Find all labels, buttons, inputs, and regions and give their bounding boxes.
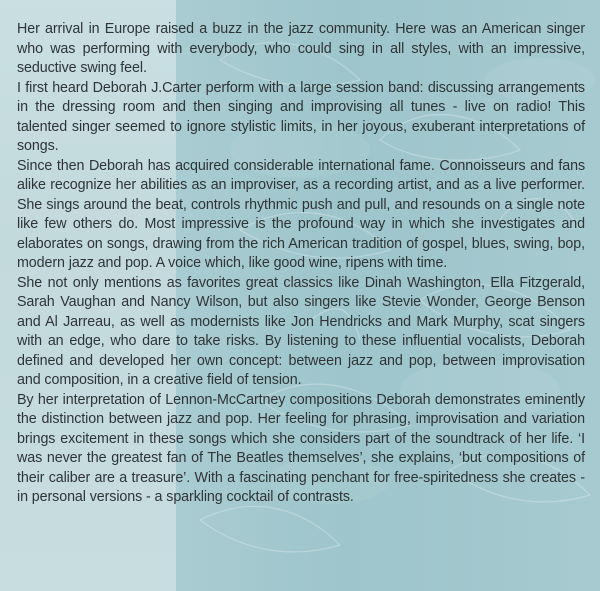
paragraph: By her interpretation of Lennon-McCartney compositions Deborah demonstrates eminently the distinction between jazz and pop. Her feeling for phrasing, improvisation and variation brings excitement in these songs which she considers part of the soundtrack of her life. ‘I was never the greatest fan of The Beatles themselves’, she explains, ‘but compositions of their caliber are a treasure’. With a fascinating penchant for free-spiritedness she creates - in personal versions - a sparkling cocktail of contrasts. bbox=[17, 391, 585, 505]
paragraph: I first heard Deborah J.Carter perform with a large session band: discussing arrangements in the dressing room and then singing and improvising all tunes - live on radio! This talented singer seemed to ignore stylistic limits, in her joyous, exuberant interpretations of songs. bbox=[17, 79, 585, 154]
paragraph: Her arrival in Europe raised a buzz in the jazz community. Here was an American singer who was performing with everybody, who could sing in all styles, with an impressive, seductive swing feel. bbox=[17, 21, 585, 76]
liner-notes-text bbox=[17, 20, 585, 508]
paragraph: She not only mentions as favorites great classics like Dinah Washington, Ella Fitzgerald, Sarah Vaughan and Nancy Wilson, but also singers like Stevie Wonder, George Benson and Al Jarreau, as well as modernists like Jon Hendricks and Mark Murphy, scat singers with an edge, who dare to take risks. By listening to these influential vocalists, Deborah defined and developed her own concept: between jazz and pop, between improvisation and composition, in a creative field of tension. bbox=[17, 274, 585, 388]
paragraph: Since then Deborah has acquired considerable international fame. Connoisseurs and fans alike recognize her abilities as an improviser, as a recording artist, and as a live performer. She sings around the beat, controls rhythmic push and pull, and resounds on a single note like few others do. Most impressive is the profound way in which she investigates and elaborates on songs, drawing from the rich American tradition of gospel, blues, swing, bop, modern jazz and pop. A voice which, like good wine, ripens with time. bbox=[17, 157, 585, 271]
